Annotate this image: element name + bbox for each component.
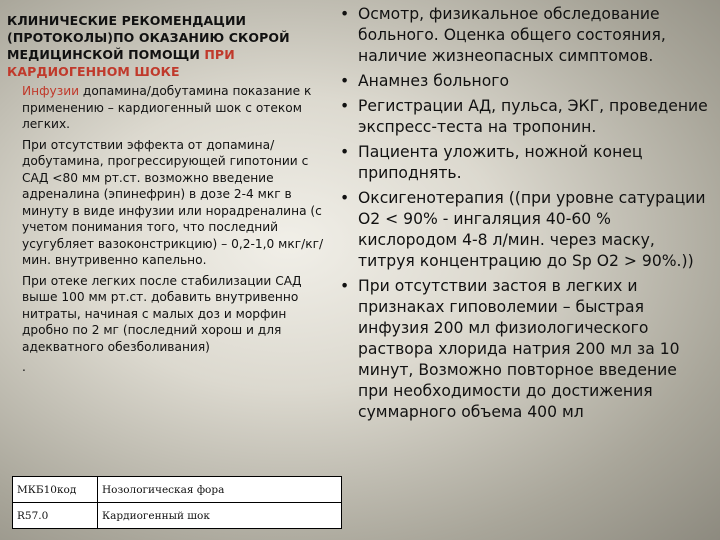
bullet-icon: • (340, 277, 350, 295)
list-item: • При отсутствии застоя в легких и признаках гиповолемии – быстрая инфузия 200 мл физиологического раствора хлорида натрия 200 мл за 10 минут, Возможно повторное введение при необходимости до достижения суммарного объема 400 мл (340, 277, 680, 421)
nosology-table (12, 476, 342, 529)
table-header-cell: Нозологическая фора (98, 477, 342, 503)
infusions-label: Инфузии (22, 84, 80, 98)
slide-title (7, 12, 337, 80)
paragraph-infusions (22, 83, 327, 133)
title-accent: ПРИ КАРДИОГЕННОМ ШОКЕ (7, 47, 235, 79)
bullet-icon: • (340, 189, 350, 207)
paragraph-no-effect: При отсутствии эффекта от допамина/добутамина, прогрессирующей гипотонии с САД <80 мм рт.ст. возможно введение адреналина (эпинефрин) в дозе 2-4 мкг в минуту в виде инфузии или норадреналина (с учетом понимания того, что последний усугубляет вазоконстрикцию) – 0,2-1,0 мкг/кг/мин. внутривенно капельно. (22, 137, 324, 267)
left-text-block (22, 83, 327, 380)
list-item: • Регистрации АД, пульса, ЭКГ, проведение экспресс-теста на тропонин. (340, 97, 708, 136)
bullet-icon: • (340, 97, 350, 115)
infusions-text: допамина/добутамина показание к применению – кардиогенный шок с отеком легких. (22, 84, 312, 131)
list-item: • Осмотр, физикальное обследование больного. Оценка общего состояния, наличие жизнеопасных симптомов. (340, 5, 666, 65)
actions-list (340, 4, 712, 427)
table-row (13, 503, 342, 529)
bullet-icon: • (340, 5, 350, 23)
paragraph-lung-edema: При отеке легких после стабилизации САД выше 100 мм рт.ст. добавить внутривенно нитраты, начиная с малых доз и морфин дробно по 2 мг (последний хорош и для адекватного обезболивания) (22, 273, 302, 354)
list-item: • Оксигенотерапия ((при уровне сатурации О2 < 90% - ингаляция 40-60 % кислородом 4-8 л/мин. через маску, титруя концентрацию до Sр О2 > 90%.)) (340, 189, 706, 270)
table-header-row (13, 477, 342, 503)
list-item: • Анамнез больного (340, 72, 510, 90)
bullet-icon: • (340, 143, 350, 161)
table-cell: Кардиогенный шок (98, 503, 342, 529)
paragraph-dot: . (22, 360, 26, 374)
table-header-cell: МКБ10код (13, 477, 98, 503)
bullet-icon: • (340, 72, 350, 90)
table-cell: R57.0 (13, 503, 98, 529)
list-item: • Пациента уложить, ножной конец приподнять. (340, 143, 643, 182)
title-main: КЛИНИЧЕСКИЕ РЕКОМЕНДАЦИИ (ПРОТОКОЛЫ)ПО ОКАЗАНИЮ СКОРОЙ МЕДИЦИНСКОЙ ПОМОЩИ (7, 13, 290, 62)
